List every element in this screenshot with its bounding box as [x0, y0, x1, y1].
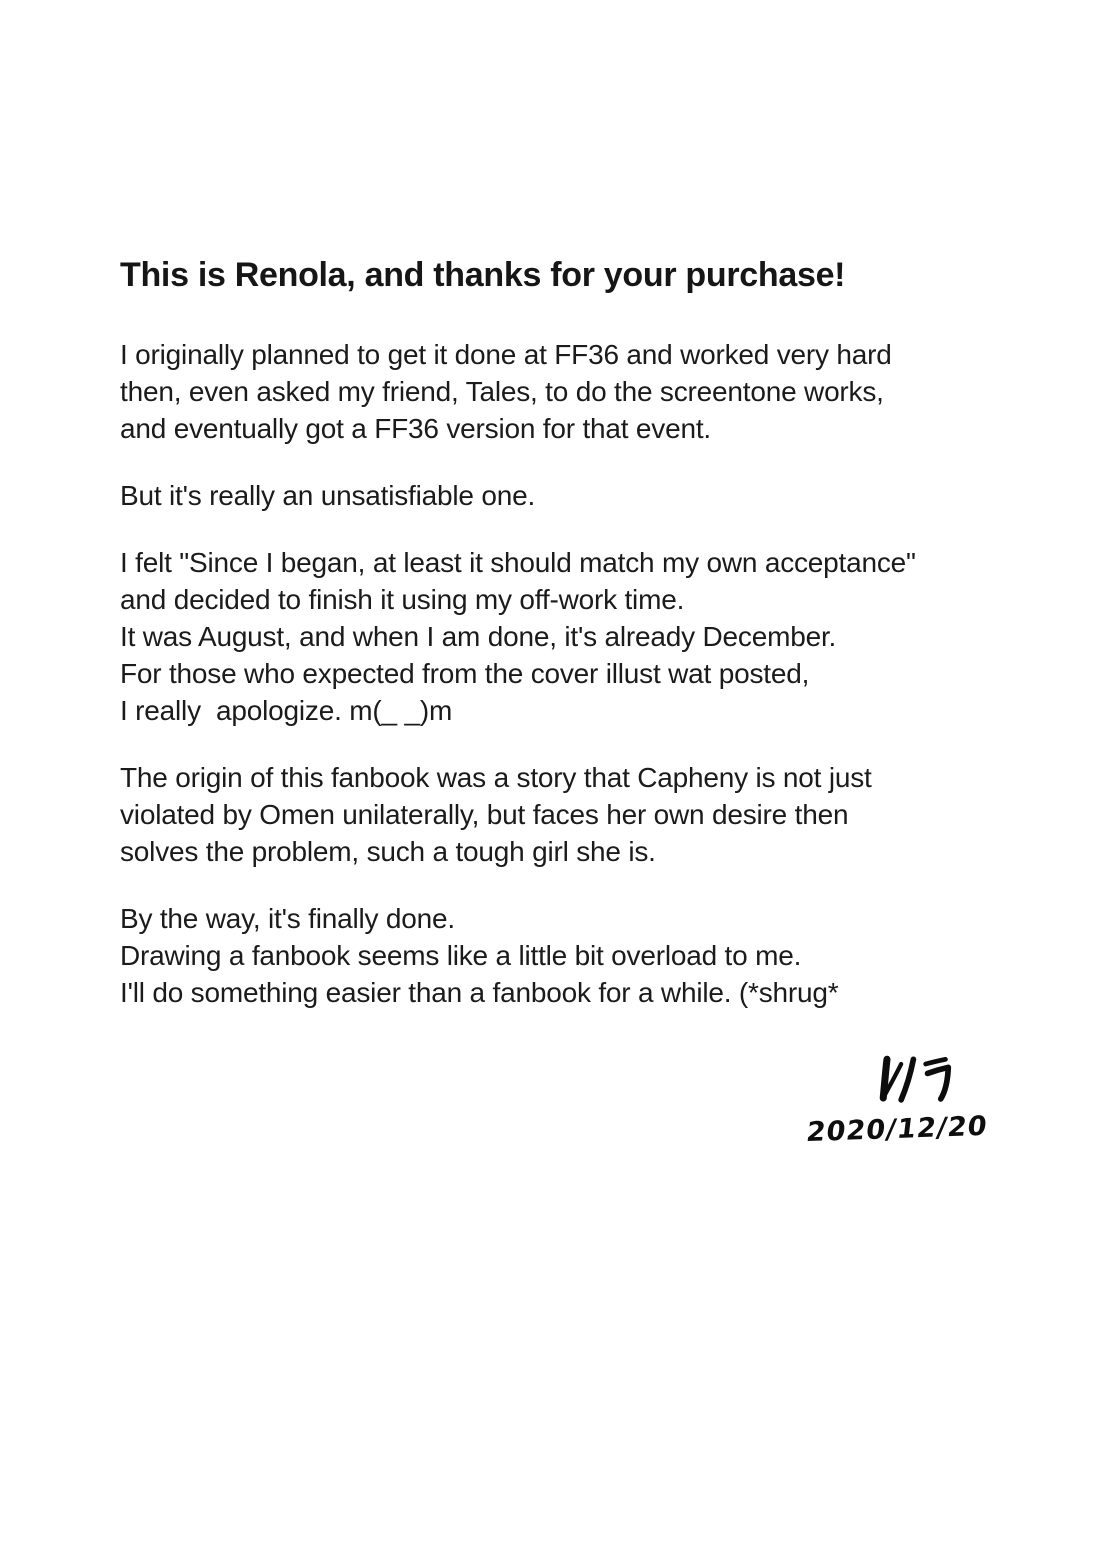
text-line: and decided to finish it using my off-work time. — [120, 584, 685, 615]
paragraph-origin — [120, 759, 1025, 870]
text-line: But it's really an unsatisfiable one. — [120, 480, 536, 511]
text-line: By the way, it's finally done. — [120, 903, 455, 934]
paragraph-closing — [120, 900, 1025, 1011]
signature-block — [805, 1048, 990, 1149]
text-line: For those who expected from the cover illust wat posted, — [120, 658, 810, 689]
text-line: and eventually got a FF36 version for that event. — [120, 413, 711, 444]
text-line: I'll do something easier than a fanbook for a while. (*shrug* — [120, 977, 839, 1008]
signature-handwriting-icon — [850, 1048, 990, 1114]
signature-date: 2020/12/20 — [805, 1110, 990, 1149]
paragraph-unsatisfiable — [120, 477, 1025, 514]
text-line: I really apologize. m(_ _)m — [120, 695, 453, 726]
text-line: I originally planned to get it done at FF36 and worked very hard — [120, 339, 892, 370]
afterword-text-block — [120, 256, 1025, 1011]
text-line: then, even asked my friend, Tales, to do the screentone works, — [120, 376, 884, 407]
paragraph-intro — [120, 336, 1025, 447]
text-line: I felt "Since I began, at least it should match my own acceptance" — [120, 547, 916, 578]
page-title: This is Renola, and thanks for your purchase! — [120, 256, 846, 294]
text-line: Drawing a fanbook seems like a little bit overload to me. — [120, 940, 802, 971]
text-line: solves the problem, such a tough girl she is. — [120, 836, 656, 867]
text-line: It was August, and when I am done, it's already December. — [120, 621, 837, 652]
text-line: The origin of this fanbook was a story that Capheny is not just — [120, 762, 872, 793]
paragraph-apology — [120, 544, 1025, 729]
text-line: violated by Omen unilaterally, but faces her own desire then — [120, 799, 849, 830]
